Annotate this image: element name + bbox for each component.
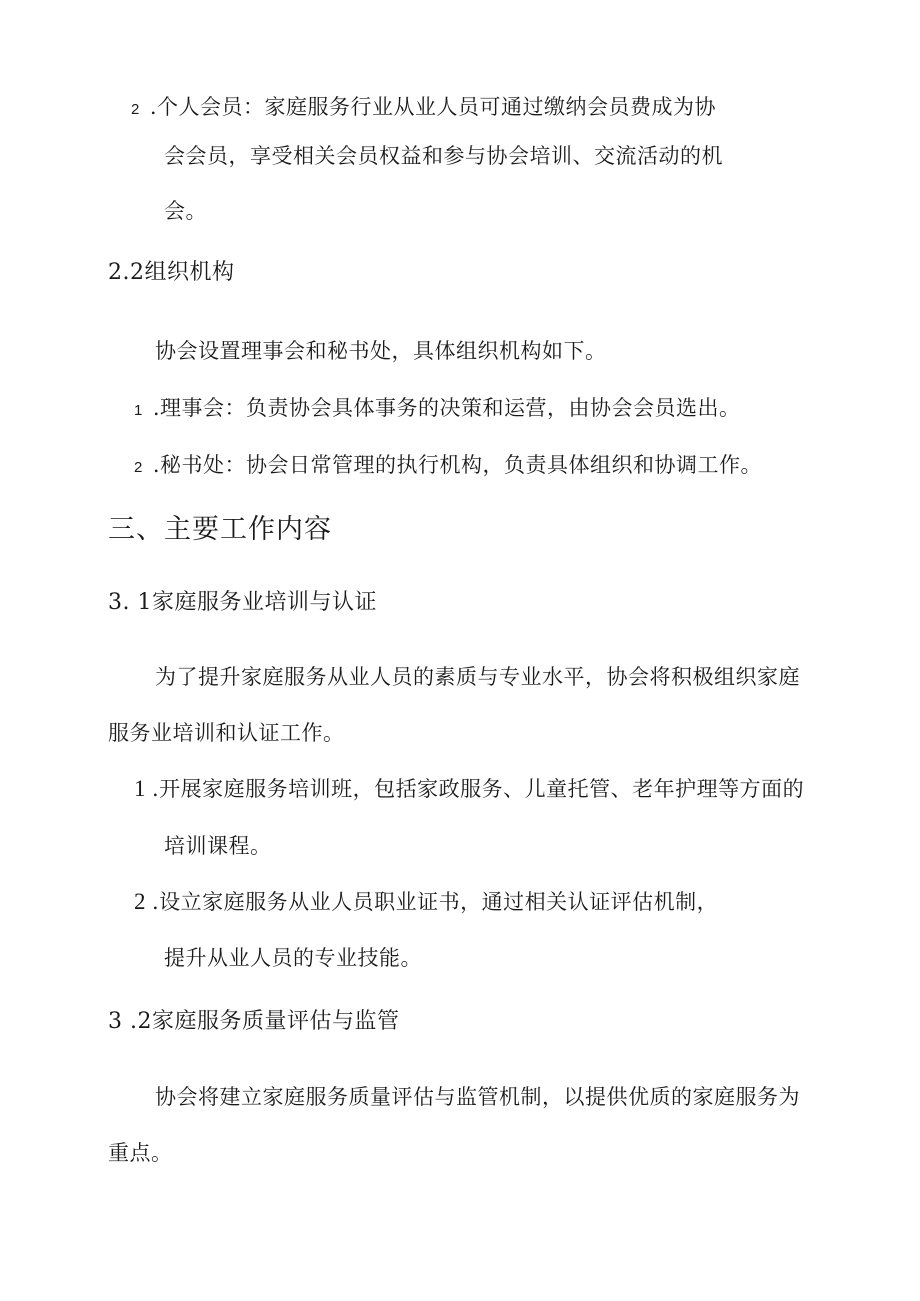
paragraph: 协会设置理事会和秘书处，具体组织机构如下。: [155, 339, 607, 363]
list-text: .设立家庭服务从业人员职业证书，通过相关认证评估机制，: [152, 890, 719, 914]
list-text: .秘书处：协会日常管理的执行机构，负责具体组织和协调工作。: [152, 453, 763, 477]
list-item-continuation: 提升从业人员的专业技能。: [164, 946, 422, 970]
chapter-heading-3: 三、主要工作内容: [108, 514, 332, 545]
list-item-continuation: 培训课程。: [164, 834, 272, 858]
list-text: .理事会：负责协会具体事务的决策和运营，由协会会员选出。: [152, 396, 741, 420]
list-item-individual-member: [131, 92, 716, 125]
list-item-continuation: 会会员，享受相关会员权益和参与协会培训、交流活动的机: [164, 144, 723, 168]
list-item-continuation: 会。: [164, 199, 207, 223]
list-item-certificate: [134, 887, 718, 917]
section-heading-2-2: 2.2组织机构: [108, 260, 235, 285]
list-number: 1: [134, 776, 146, 801]
paragraph-continuation: 重点。: [108, 1141, 173, 1165]
list-text: .开展家庭服务培训班，包括家政服务、儿童托管、老年护理等方面的: [152, 777, 805, 801]
list-number: 2: [131, 101, 140, 118]
list-item-council: [134, 393, 741, 426]
section-heading-3-2: 3 .2家庭服务质量评估与监管: [108, 1009, 400, 1034]
list-item-secretariat: [134, 450, 762, 483]
section-heading-3-1: 3. 1家庭服务业培训与认证: [108, 590, 377, 615]
list-item-training: [134, 774, 804, 804]
paragraph-continuation: 服务业培训和认证工作。: [108, 721, 345, 745]
paragraph: 协会将建立家庭服务质量评估与监管机制，以提供优质的家庭服务为: [155, 1085, 800, 1109]
list-number: 1: [134, 402, 143, 419]
list-text: .个人会员：家庭服务行业从业人员可通过缴纳会员费成为协: [149, 95, 717, 119]
paragraph: 为了提升家庭服务从业人员的素质与专业水平，协会将积极组织家庭: [155, 665, 800, 689]
list-number: 2: [134, 889, 146, 914]
list-number: 2: [134, 459, 143, 476]
